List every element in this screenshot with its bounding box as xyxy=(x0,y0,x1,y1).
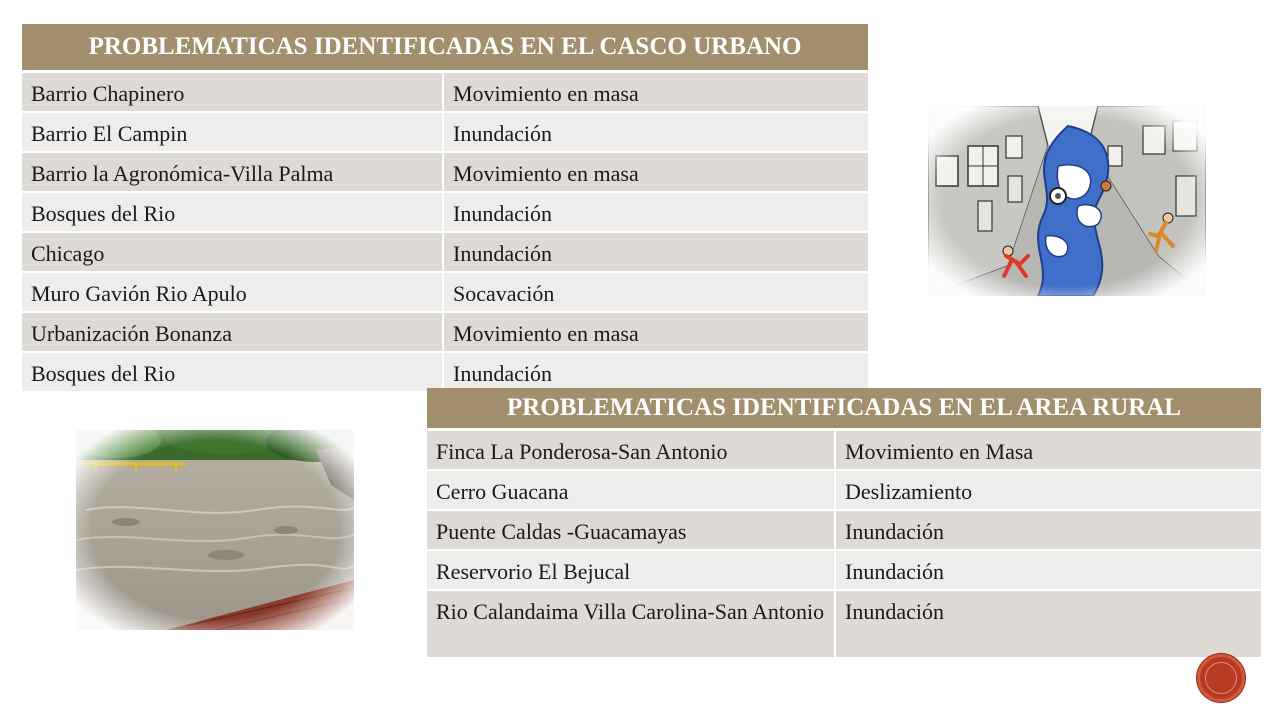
table-row xyxy=(427,470,1261,510)
issue-cell: Inundación xyxy=(835,550,1261,590)
table-row xyxy=(22,72,868,113)
place-cell: Chicago xyxy=(22,232,443,272)
issue-cell: Movimiento en Masa xyxy=(835,430,1261,471)
table-row xyxy=(427,510,1261,550)
table-row xyxy=(22,112,868,152)
place-cell: Urbanización Bonanza xyxy=(22,312,443,352)
place-cell: Barrio Chapinero xyxy=(22,72,443,113)
place-cell: Muro Gavión Rio Apulo xyxy=(22,272,443,312)
place-cell: Barrio la Agronómica-Villa Palma xyxy=(22,152,443,192)
place-cell: Bosques del Rio xyxy=(22,192,443,232)
flood-street-cartoon-image xyxy=(928,106,1206,296)
table-row xyxy=(22,272,868,312)
place-cell: Cerro Guacana xyxy=(427,470,835,510)
issue-cell: Inundación xyxy=(443,352,868,392)
table-row xyxy=(22,312,868,352)
issue-cell: Socavación xyxy=(443,272,868,312)
table-row xyxy=(22,152,868,192)
place-cell: Finca La Ponderosa-San Antonio xyxy=(427,430,835,471)
table-row xyxy=(427,590,1261,658)
place-cell: Reservorio El Bejucal xyxy=(427,550,835,590)
issue-cell: Inundación xyxy=(835,590,1261,658)
place-cell: Rio Calandaima Villa Carolina-San Antonio xyxy=(427,590,835,658)
table-row xyxy=(22,352,868,392)
table-row xyxy=(427,430,1261,471)
table-row xyxy=(22,192,868,232)
issue-cell: Inundación xyxy=(835,510,1261,550)
muddy-river-photo-image xyxy=(76,430,354,630)
urban-problems-table xyxy=(22,24,868,393)
issue-cell: Inundación xyxy=(443,232,868,272)
issue-cell: Movimiento en masa xyxy=(443,152,868,192)
table-row xyxy=(427,550,1261,590)
next-slide-button[interactable] xyxy=(1197,654,1245,702)
place-cell: Puente Caldas -Guacamayas xyxy=(427,510,835,550)
issue-cell: Movimiento en masa xyxy=(443,312,868,352)
place-cell: Bosques del Rio xyxy=(22,352,443,392)
issue-cell: Movimiento en masa xyxy=(443,72,868,113)
issue-cell: Deslizamiento xyxy=(835,470,1261,510)
place-cell: Barrio El Campin xyxy=(22,112,443,152)
rural-table-title: PROBLEMATICAS IDENTIFICADAS EN EL AREA RURAL xyxy=(427,388,1261,430)
table-row xyxy=(22,232,868,272)
rural-problems-table xyxy=(427,388,1261,659)
urban-table-title: PROBLEMATICAS IDENTIFICADAS EN EL CASCO URBANO xyxy=(22,24,868,72)
issue-cell: Inundación xyxy=(443,192,868,232)
issue-cell: Inundación xyxy=(443,112,868,152)
